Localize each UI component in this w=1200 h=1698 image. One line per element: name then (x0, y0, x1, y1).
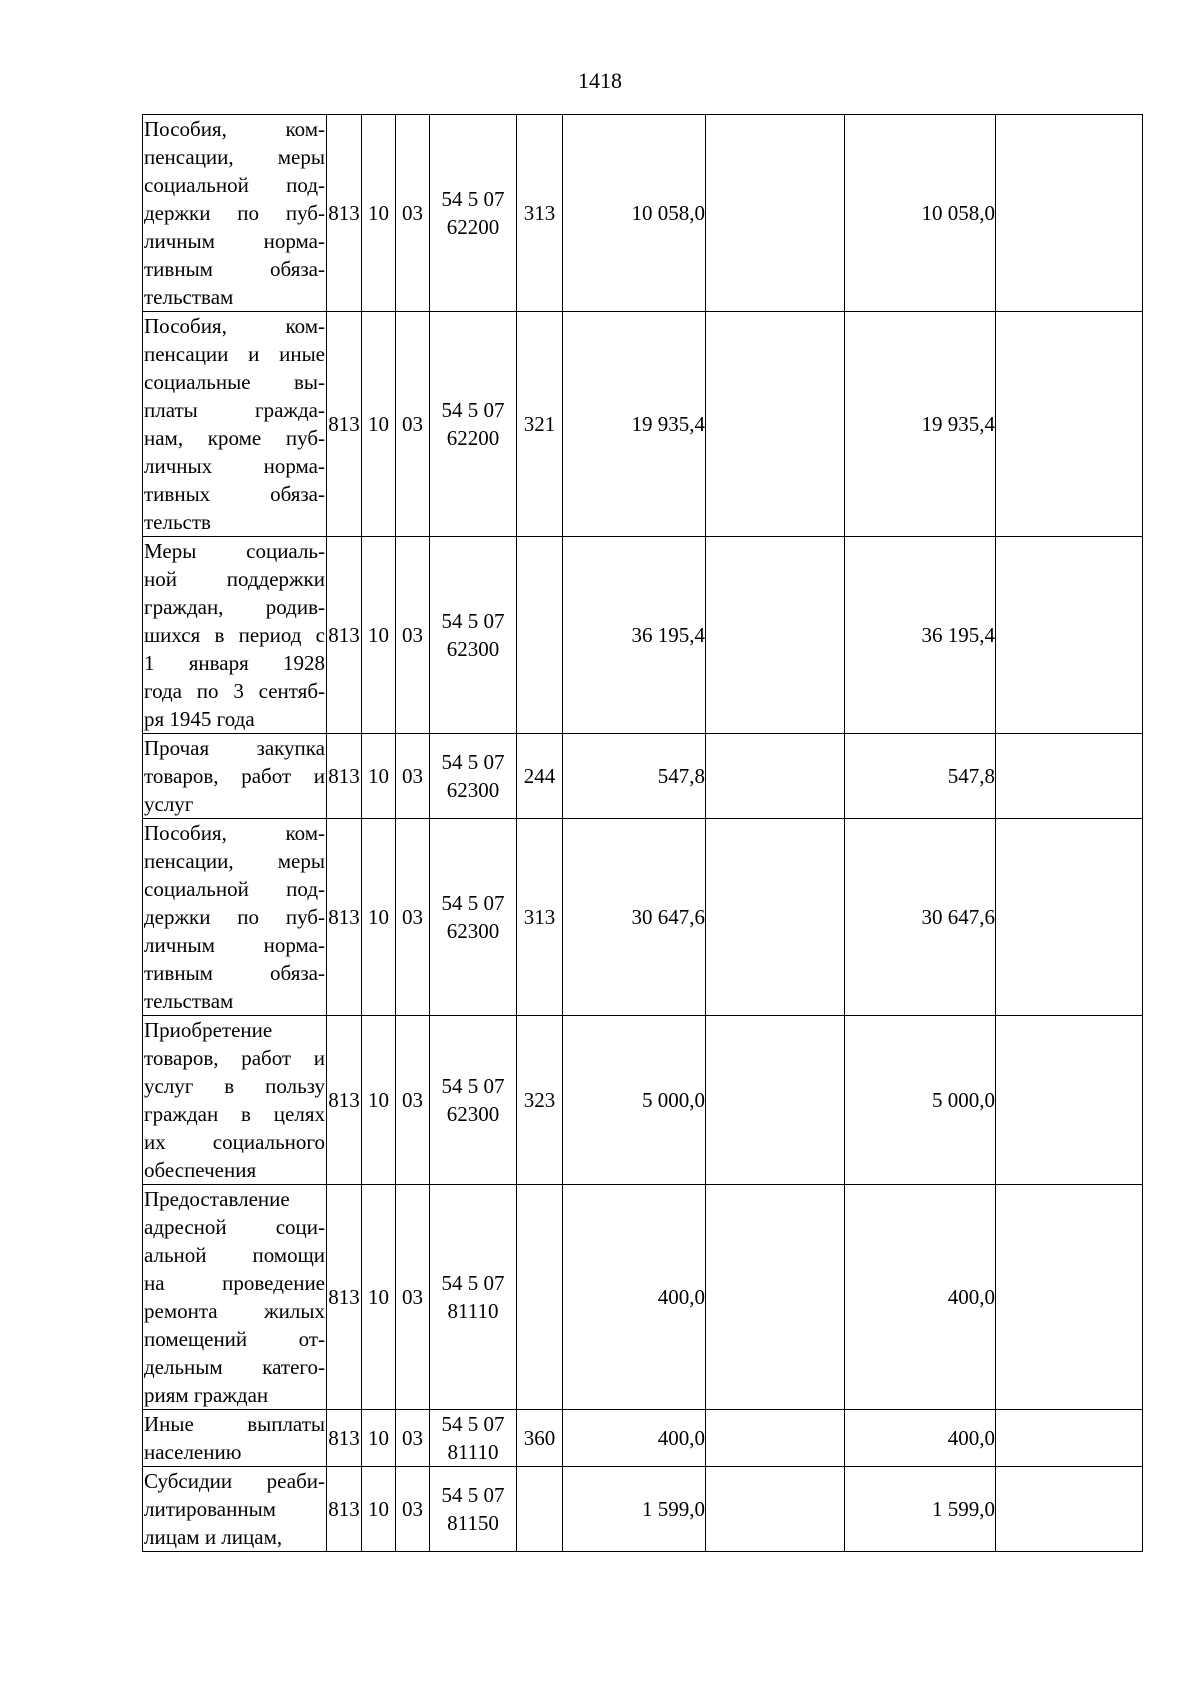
subsection-code-cell: 03 (396, 734, 430, 819)
expense-name-line: тельств (144, 510, 211, 534)
amount-cell: 400,0 (845, 1185, 996, 1410)
subsection-code-cell: 03 (396, 1410, 430, 1467)
expense-name-line: их социального (144, 1130, 325, 1154)
amount-cell: 1 599,0 (563, 1467, 706, 1552)
expense-name-line: социальной под- (144, 877, 325, 901)
target-article-cell (430, 1467, 517, 1552)
expense-name-line: личных норма- (144, 454, 325, 478)
expense-name-line: риям граждан (144, 1383, 269, 1407)
expense-name-line: Приобретение (144, 1018, 273, 1042)
empty-cell (706, 115, 845, 312)
target-article-line: 81110 (447, 1299, 499, 1323)
department-code-cell: 813 (327, 1410, 362, 1467)
section-code-cell: 10 (362, 1016, 396, 1185)
expense-name-line: социальной под- (144, 173, 325, 197)
empty-cell (996, 1016, 1143, 1185)
expense-name-line: тельствам (144, 989, 234, 1013)
amount-cell: 400,0 (563, 1185, 706, 1410)
expense-type-cell (517, 1185, 563, 1410)
expense-name-cell (143, 1185, 327, 1410)
table-row (143, 734, 1143, 819)
department-code-cell: 813 (327, 1185, 362, 1410)
subsection-code-cell: 03 (396, 312, 430, 537)
expense-type-cell: 323 (517, 1016, 563, 1185)
expense-type-cell (517, 537, 563, 734)
amount-cell: 36 195,4 (563, 537, 706, 734)
budget-table (142, 114, 1143, 1552)
expense-name-line: тивным обяза- (144, 257, 325, 281)
target-article-line: 54 5 07 (441, 1483, 505, 1507)
amount-cell: 19 935,4 (845, 312, 996, 537)
expense-name-cell (143, 312, 327, 537)
expense-name-cell (143, 1467, 327, 1552)
table-row (143, 115, 1143, 312)
empty-cell (996, 537, 1143, 734)
target-article-cell (430, 115, 517, 312)
target-article-line: 81150 (447, 1511, 499, 1535)
section-code-cell: 10 (362, 312, 396, 537)
table-row (143, 1410, 1143, 1467)
expense-name-line: услуг (144, 792, 194, 816)
expense-name-line: держки по пуб- (144, 201, 325, 225)
expense-name-line: ной поддержки (144, 567, 325, 591)
expense-name-line: на проведение (144, 1271, 325, 1295)
section-code-cell: 10 (362, 819, 396, 1016)
table-row (143, 819, 1143, 1016)
section-code-cell: 10 (362, 115, 396, 312)
empty-cell (996, 1410, 1143, 1467)
amount-cell: 10 058,0 (845, 115, 996, 312)
empty-cell (706, 1185, 845, 1410)
expense-name-cell (143, 1410, 327, 1467)
section-code-cell: 10 (362, 537, 396, 734)
expense-name-line: социальные вы- (144, 370, 325, 394)
expense-name-line: тивным обяза- (144, 961, 325, 985)
subsection-code-cell: 03 (396, 819, 430, 1016)
empty-cell (996, 819, 1143, 1016)
empty-cell (996, 1185, 1143, 1410)
target-article-cell (430, 1185, 517, 1410)
expense-name-line: шихся в период с (144, 623, 325, 647)
empty-cell (706, 734, 845, 819)
target-article-cell (430, 312, 517, 537)
empty-cell (996, 734, 1143, 819)
expense-name-line: обеспечения (144, 1158, 257, 1182)
amount-cell: 19 935,4 (563, 312, 706, 537)
expense-name-line: нам, кроме пуб- (144, 426, 325, 450)
department-code-cell: 813 (327, 312, 362, 537)
expense-name-line: помещений от- (144, 1327, 325, 1351)
section-code-cell: 10 (362, 1410, 396, 1467)
subsection-code-cell: 03 (396, 537, 430, 734)
amount-cell: 30 647,6 (563, 819, 706, 1016)
target-article-cell (430, 1016, 517, 1185)
target-article-line: 62300 (446, 919, 500, 943)
expense-type-cell: 313 (517, 819, 563, 1016)
expense-name-line: дельным катего- (144, 1355, 325, 1379)
section-code-cell: 10 (362, 734, 396, 819)
amount-cell: 10 058,0 (563, 115, 706, 312)
expense-name-line: пенсации и иные (144, 342, 325, 366)
expense-type-cell: 360 (517, 1410, 563, 1467)
expense-type-cell: 244 (517, 734, 563, 819)
empty-cell (706, 1467, 845, 1552)
empty-cell (996, 1467, 1143, 1552)
amount-cell: 547,8 (563, 734, 706, 819)
expense-name-line: держки по пуб- (144, 905, 325, 929)
page-number: 1418 (578, 68, 622, 93)
expense-name-line: граждан, родив- (144, 595, 325, 619)
empty-cell (706, 1410, 845, 1467)
target-article-line: 54 5 07 (441, 398, 505, 422)
expense-name-line: пенсации, меры (144, 145, 325, 169)
target-article-line: 54 5 07 (441, 609, 505, 633)
empty-cell (706, 537, 845, 734)
expense-name-line: года по 3 сентяб- (144, 679, 325, 703)
department-code-cell: 813 (327, 819, 362, 1016)
expense-name-line: тивных обяза- (144, 482, 325, 506)
expense-name-line: Пособия, ком- (144, 821, 325, 845)
expense-name-line: личным норма- (144, 229, 325, 253)
department-code-cell: 813 (327, 537, 362, 734)
table-row (143, 1185, 1143, 1410)
department-code-cell: 813 (327, 734, 362, 819)
table-row (143, 1016, 1143, 1185)
amount-cell: 400,0 (563, 1410, 706, 1467)
expense-name-line: 1 января 1928 (144, 651, 325, 675)
amount-cell: 30 647,6 (845, 819, 996, 1016)
target-article-line: 81110 (447, 1440, 499, 1464)
target-article-line: 54 5 07 (441, 1412, 505, 1436)
expense-name-line: граждан в целях (144, 1102, 325, 1126)
expense-name-line: Прочая закупка (144, 736, 325, 760)
target-article-cell (430, 1410, 517, 1467)
expense-name-line: товаров, работ и (144, 764, 325, 788)
empty-cell (706, 819, 845, 1016)
table-row (143, 312, 1143, 537)
expense-type-cell (517, 1467, 563, 1552)
expense-name-line: литированным (144, 1497, 276, 1521)
target-article-cell (430, 819, 517, 1016)
target-article-line: 62300 (446, 1102, 500, 1126)
target-article-line: 54 5 07 (441, 891, 505, 915)
amount-cell: 400,0 (845, 1410, 996, 1467)
expense-name-line: населению (144, 1440, 242, 1464)
expense-name-line: Меры социаль- (144, 539, 325, 563)
department-code-cell: 813 (327, 1016, 362, 1185)
expense-name-line: альной помощи (144, 1243, 325, 1267)
target-article-cell (430, 734, 517, 819)
target-article-line: 54 5 07 (441, 1074, 505, 1098)
subsection-code-cell: 03 (396, 115, 430, 312)
expense-name-line: товаров, работ и (144, 1046, 325, 1070)
subsection-code-cell: 03 (396, 1467, 430, 1552)
expense-name-line: лицам и лицам, (144, 1525, 283, 1549)
expense-name-cell (143, 115, 327, 312)
expense-name-line: Предоставление (144, 1187, 290, 1211)
expense-name-cell (143, 1016, 327, 1185)
expense-name-line: пенсации, меры (144, 849, 325, 873)
expense-name-line: адресной соци- (144, 1215, 325, 1239)
empty-cell (706, 1016, 845, 1185)
amount-cell: 547,8 (845, 734, 996, 819)
target-article-line: 62300 (446, 778, 500, 802)
empty-cell (996, 312, 1143, 537)
table-row (143, 1467, 1143, 1552)
target-article-line: 54 5 07 (441, 1271, 505, 1295)
expense-type-cell: 321 (517, 312, 563, 537)
empty-cell (706, 312, 845, 537)
expense-name-line: ря 1945 года (144, 707, 255, 731)
expense-name-line: ремонта жилых (144, 1299, 325, 1323)
expense-name-line: тельствам (144, 285, 234, 309)
department-code-cell: 813 (327, 1467, 362, 1552)
expense-name-cell (143, 819, 327, 1016)
target-article-line: 54 5 07 (441, 187, 505, 211)
target-article-line: 62200 (446, 426, 500, 450)
amount-cell: 5 000,0 (845, 1016, 996, 1185)
expense-name-line: Субсидии реаби- (144, 1469, 325, 1493)
amount-cell: 5 000,0 (563, 1016, 706, 1185)
target-article-cell (430, 537, 517, 734)
section-code-cell: 10 (362, 1185, 396, 1410)
department-code-cell: 813 (327, 115, 362, 312)
target-article-line: 62300 (446, 637, 500, 661)
target-article-line: 54 5 07 (441, 750, 505, 774)
expense-name-cell (143, 734, 327, 819)
expense-type-cell: 313 (517, 115, 563, 312)
empty-cell (996, 115, 1143, 312)
expense-name-line: личным норма- (144, 933, 325, 957)
subsection-code-cell: 03 (396, 1016, 430, 1185)
expense-name-line: Пособия, ком- (144, 314, 325, 338)
amount-cell: 1 599,0 (845, 1467, 996, 1552)
subsection-code-cell: 03 (396, 1185, 430, 1410)
section-code-cell: 10 (362, 1467, 396, 1552)
expense-name-line: Иные выплаты (144, 1412, 325, 1436)
target-article-line: 62200 (446, 215, 500, 239)
table-row (143, 537, 1143, 734)
expense-name-line: платы гражда- (144, 398, 325, 422)
expense-name-line: услуг в пользу (144, 1074, 325, 1098)
expense-name-cell (143, 537, 327, 734)
amount-cell: 36 195,4 (845, 537, 996, 734)
expense-name-line: Пособия, ком- (144, 117, 325, 141)
